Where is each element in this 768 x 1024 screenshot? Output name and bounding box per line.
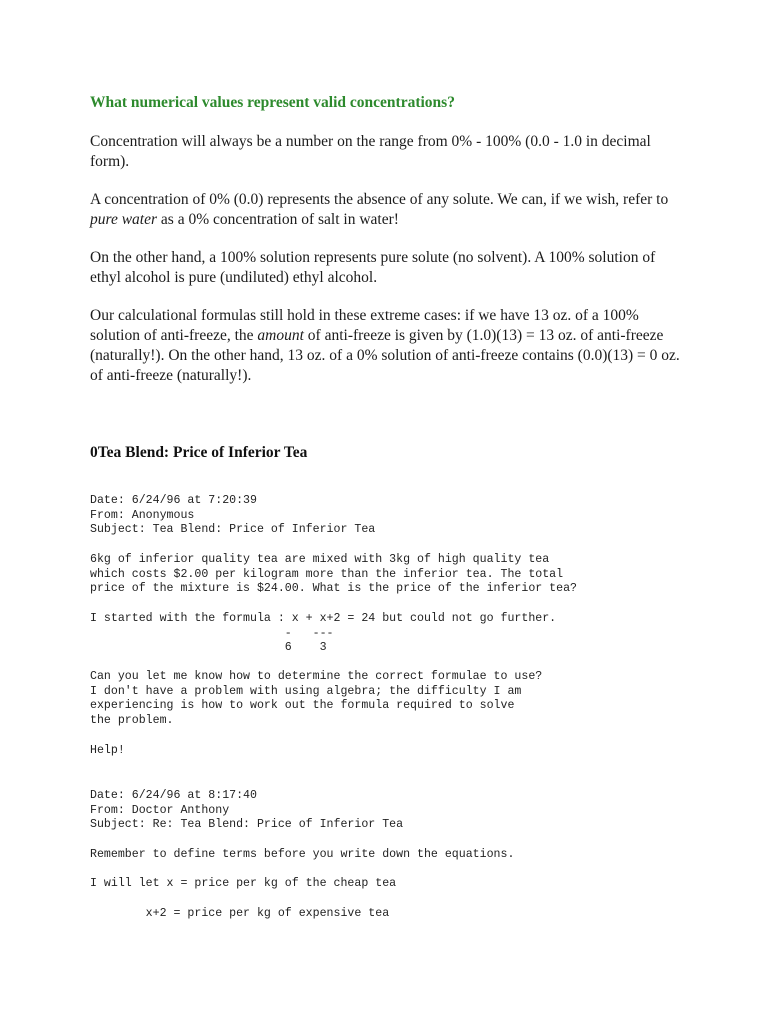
answer-intro: Remember to define terms before you write down the equations. [90,848,515,861]
question-body: 6kg of inferior quality tea are mixed with 3kg of high quality tea which costs $2.00 per kilogram more than the inferior tea. The total price of the mixture is $24.00. What is the price of the inferior tea? [90,553,578,596]
question-help: Help! [90,744,125,757]
pure-water-emphasis: pure water [90,211,158,228]
paragraph-hundred-percent: On the other hand, a 100% solution represents pure solute (no solvent). A 100% solution of ethyl alcohol is pure (undiluted) ethyl alcohol. [90,249,656,286]
question-header: Date: 6/24/96 at 7:20:39 From: Anonymous Subject: Tea Blend: Price of Inferior Tea [90,494,376,537]
question-formula: I started with the formula : x + x+2 = 24 but could not go further. - --- 6 3 [90,612,557,655]
paragraph-range: Concentration will always be a number on the range from 0% - 100% (0.0 - 1.0 in decimal form). [90,133,651,170]
tea-blend-title: 0Tea Blend: Price of Inferior Tea [90,444,308,461]
answer-header: Date: 6/24/96 at 8:17:40 From: Doctor Anthony Subject: Re: Tea Blend: Price of Inferior Tea [90,789,404,832]
paragraph-zero-percent [90,190,690,230]
question-followup: Can you let me know how to determine the correct formulae to use? I don't have a problem with using algebra; the difficulty I am experiencing is how to work out the formula required to solve the problem. [90,670,543,728]
paragraph-extreme-cases-end: of anti-freeze is given by (1.0)(13) = 13 oz. of anti-freeze (naturally!). On the other hand, 13 oz. of a 0% solution of anti-freeze contains (0.0)(13) = 0 oz. of anti-freeze (naturally!). [90,327,680,384]
amount-emphasis: amount [257,327,304,344]
answer-x-plus-2: x+2 = price per kg of expensive tea [90,907,390,920]
paragraph-zero-percent-text: A concentration of 0% (0.0) represents the absence of any solute. We can, if we wish, refer to [90,191,669,208]
paragraph-extreme-cases-text: Our calculational formulas still hold in these extreme cases: if we have 13 oz. of a 100% solution of anti-freeze, the [90,307,639,344]
concentration-heading: What numerical values represent valid concentrations? [90,94,455,111]
answer-let-x: I will let x = price per kg of the cheap tea [90,877,397,890]
paragraph-extreme-cases [90,306,690,386]
paragraph-zero-percent-end: as a 0% concentration of salt in water! [157,211,399,228]
